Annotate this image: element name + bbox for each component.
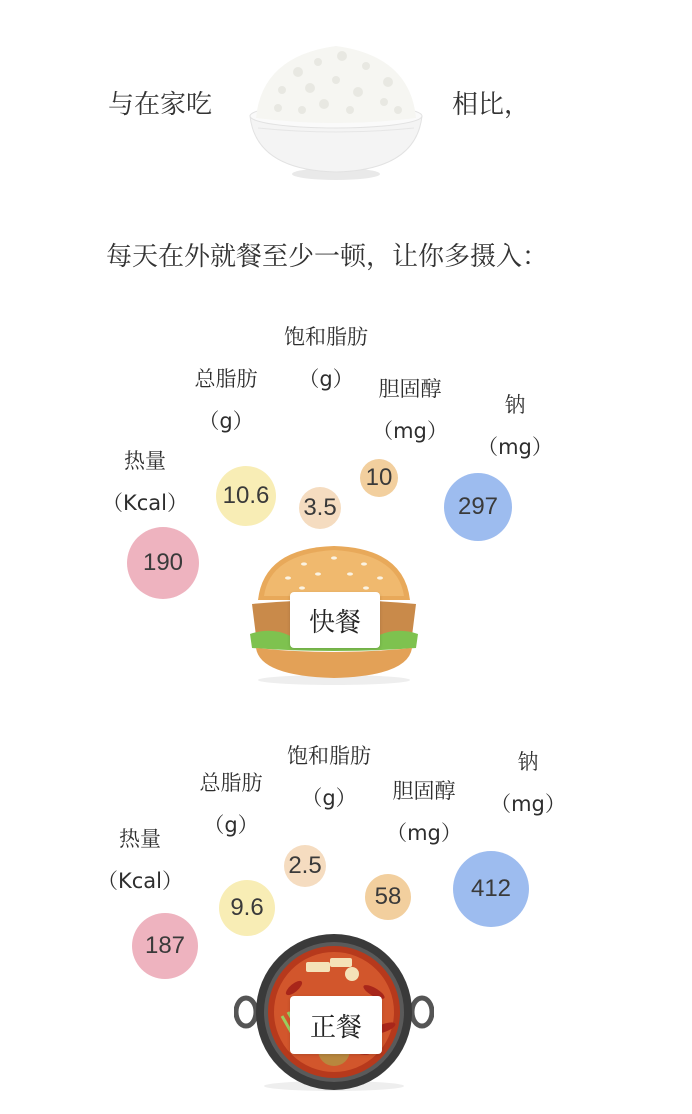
- rm-sat-fat-name: 饱和脂肪: [287, 744, 371, 768]
- ff-total-fat-unit: （g）: [198, 409, 254, 433]
- ff-sat-fat-bubble: 3.5: [299, 487, 341, 529]
- ff-sodium-bubble: 297: [444, 473, 512, 541]
- rm-total-fat-label: [181, 762, 281, 846]
- ff-sat-fat-name: 饱和脂肪: [284, 325, 368, 349]
- ff-cholesterol-unit: （mg）: [372, 419, 448, 443]
- rm-calories-label: [85, 818, 195, 902]
- ff-cholesterol-label: [360, 368, 460, 452]
- rm-cholesterol-unit: （mg）: [386, 821, 462, 845]
- intro-subtitle: 每天在外就餐至少一顿，让你多摄入：: [106, 242, 549, 272]
- rm-sodium-name: 钠: [517, 750, 539, 774]
- rm-total-fat-bubble: 9.6: [219, 880, 275, 936]
- intro-right-text: 相比，: [452, 90, 531, 120]
- ff-sodium-unit: （mg）: [477, 435, 553, 459]
- rm-sat-fat-unit: （g）: [301, 786, 357, 810]
- rm-calories-bubble: 187: [132, 913, 198, 979]
- ff-total-fat-label: [176, 358, 276, 442]
- ff-total-fat-bubble: 10.6: [216, 466, 276, 526]
- rm-sodium-unit: （mg）: [490, 792, 566, 816]
- ff-calories-unit: （Kcal）: [101, 491, 189, 515]
- fast-food-tag: 快餐: [290, 592, 380, 648]
- regular-meal-tag: 正餐: [290, 996, 382, 1054]
- intro-left-text: 与在家吃: [108, 90, 213, 120]
- ff-cholesterol-name: 胆固醇: [378, 377, 442, 401]
- ff-sat-fat-unit: （g）: [298, 367, 354, 391]
- rice-bowl-image: [238, 32, 434, 182]
- rm-total-fat-unit: （g）: [203, 813, 259, 837]
- rm-cholesterol-name: 胆固醇: [392, 779, 456, 803]
- ff-cholesterol-bubble: 10: [360, 459, 398, 497]
- ff-total-fat-name: 总脂肪: [194, 367, 258, 391]
- ff-calories-label: [90, 440, 200, 524]
- rm-total-fat-name: 总脂肪: [199, 771, 263, 795]
- rm-cholesterol-bubble: 58: [365, 874, 411, 920]
- rm-sat-fat-bubble: 2.5: [284, 845, 326, 887]
- rm-calories-name: 热量: [119, 827, 161, 851]
- rm-cholesterol-label: [374, 770, 474, 854]
- rm-calories-unit: （Kcal）: [96, 869, 184, 893]
- ff-calories-bubble: 190: [127, 527, 199, 599]
- ff-calories-name: 热量: [124, 449, 166, 473]
- rm-sat-fat-label: [273, 735, 385, 819]
- rm-sodium-label: [483, 741, 573, 825]
- rm-sodium-bubble: 412: [453, 851, 529, 927]
- ff-sodium-label: [470, 384, 560, 468]
- ff-sodium-name: 钠: [504, 393, 526, 417]
